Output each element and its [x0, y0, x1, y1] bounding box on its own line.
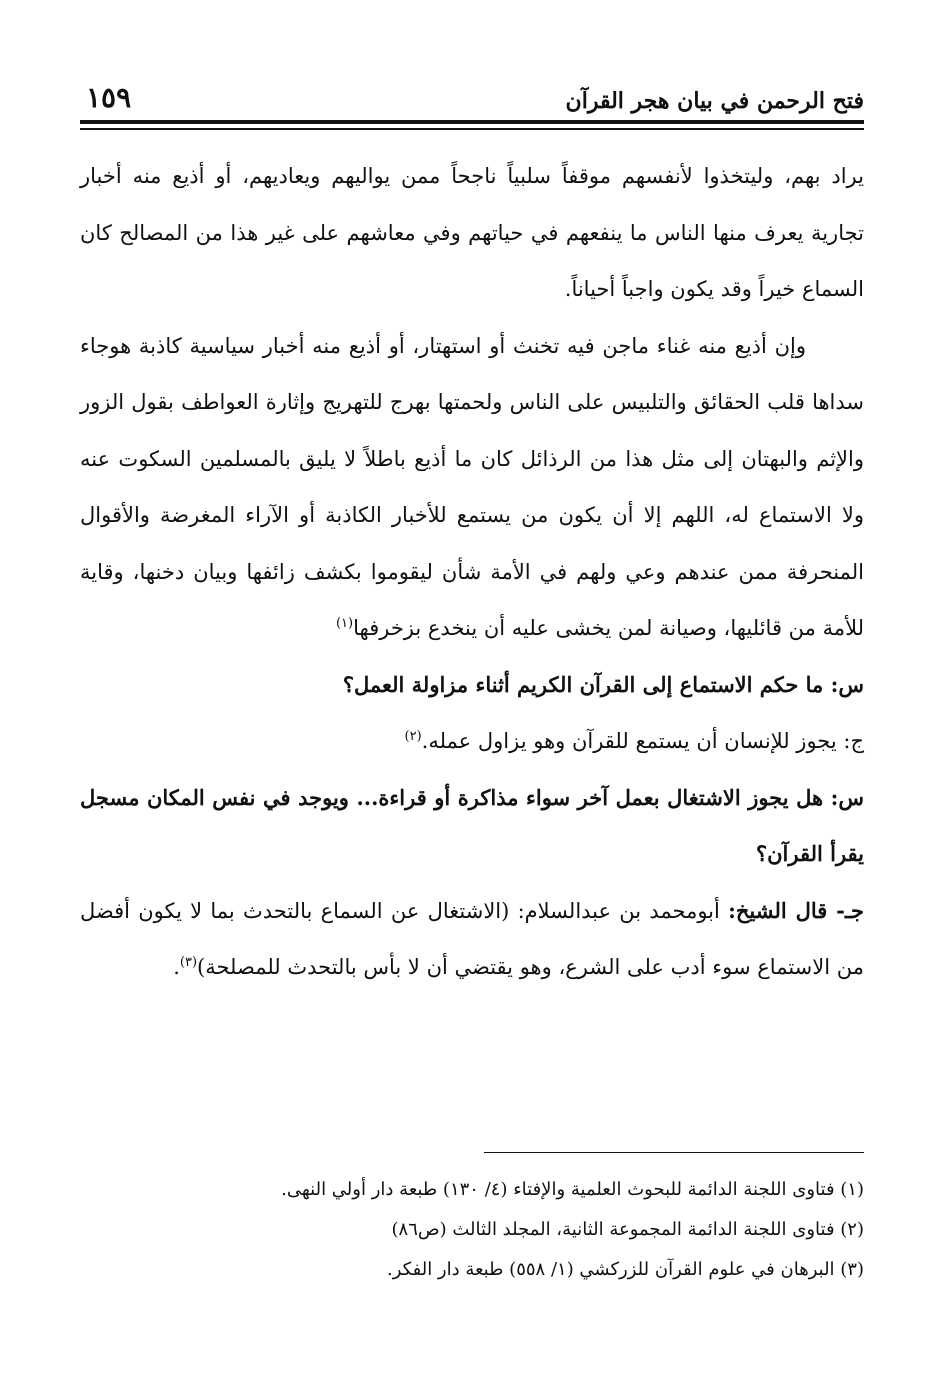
footnote-separator: [484, 1152, 864, 1153]
footnotes: [80, 1170, 864, 1290]
question-1: س: ما حكم الاستماع إلى القرآن الكريم أثناء مزاولة العمل؟: [342, 671, 864, 697]
header-rule-thick: [80, 120, 864, 124]
book-page: [80, 60, 864, 1360]
question-2: س: هل يجوز الاشتغال بعمل آخر سواء مذاكرة أو قراءة... ويوجد في نفس المكان مسجل يقرأ القرآن؟: [80, 784, 864, 866]
page-number: ١٥٩: [86, 81, 132, 114]
header-rule-thin: [80, 128, 864, 130]
answer-2-end: .: [173, 955, 180, 979]
answer-1-text: ج: يجوز للإنسان أن يستمع للقرآن وهو يزاول عمله.: [421, 729, 864, 753]
footnote-ref-3: (٣): [179, 955, 198, 970]
paragraph-2-text: وإن أذيع منه غناء ماجن فيه تخنث أو استهتار، أو أذيع منه أخبار سياسية كاذبة هوجاء سداها قلب الحقائق والتلبيس على الناس ولحمتها بهرج للتهريج وإثارة العواطف بقول الزور والإثم والبهتان إلى مثل هذا من الرذائل كان ما أذيع باطلاً لا يليق بالمسلمين السكوت عنه ولا الاستماع له، اللهم إلا أن يكون من يستمع للأخبار الكاذبة أو الآراء المغرضة والأقوال المنحرفة ممن عندهم وعي ولهم في الأمة شأن ليقوموا بكشف زائفها وبيان دخنها، وقاية للأمة من قائليها، وصيانة لمن يخشى عليه أن ينخدع بزخرفها: [80, 333, 864, 640]
footnote-2: (٢) فتاوى اللجنة الدائمة المجموعة الثانية، المجلد الثالث (ص٨٦): [391, 1219, 864, 1240]
footnote-1: (١) فتاوى اللجنة الدائمة للبحوث العلمية والإفتاء (٤/ ١٣٠) طبعة دار أولي النهى.: [281, 1179, 864, 1200]
footnote-3: (٣) البرهان في علوم القرآن للزركشي (١/ ٥٥٨) طبعة دار الفكر.: [387, 1259, 864, 1280]
page-header: [80, 70, 864, 114]
body-text: [80, 148, 864, 996]
answer-2-text: أبومحمد بن عبدالسلام: (الاشتغال عن السماع بالتحدث بما لا يكون أفضل من الاستماع سوء أدب على الشرع، وهو يقتضي أن لا بأس بالتحدث للمصلحة): [80, 898, 864, 979]
footnote-ref-1: (١): [335, 616, 354, 631]
answer-2-label: جـ- قال الشيخ:: [728, 897, 864, 923]
paragraph-2: [80, 318, 864, 657]
running-title: فتح الرحمن في بيان هجر القرآن: [565, 88, 864, 114]
footnote-ref-2: (٢): [404, 729, 422, 744]
paragraph-1: يراد بهم، وليتخذوا لأنفسهم موقفاً سلبياً ناجحاً ممن يواليهم ويعاديهم، أو أذيع منه أخبار تجارية يعرف منها الناس ما ينفعهم في حياتهم وفي معاشهم على غير هذا من المصالح كان السماع خيراً وقد يكون واجباً أحياناً.: [80, 164, 864, 301]
answer-2: [80, 883, 864, 996]
answer-1: [80, 713, 864, 770]
